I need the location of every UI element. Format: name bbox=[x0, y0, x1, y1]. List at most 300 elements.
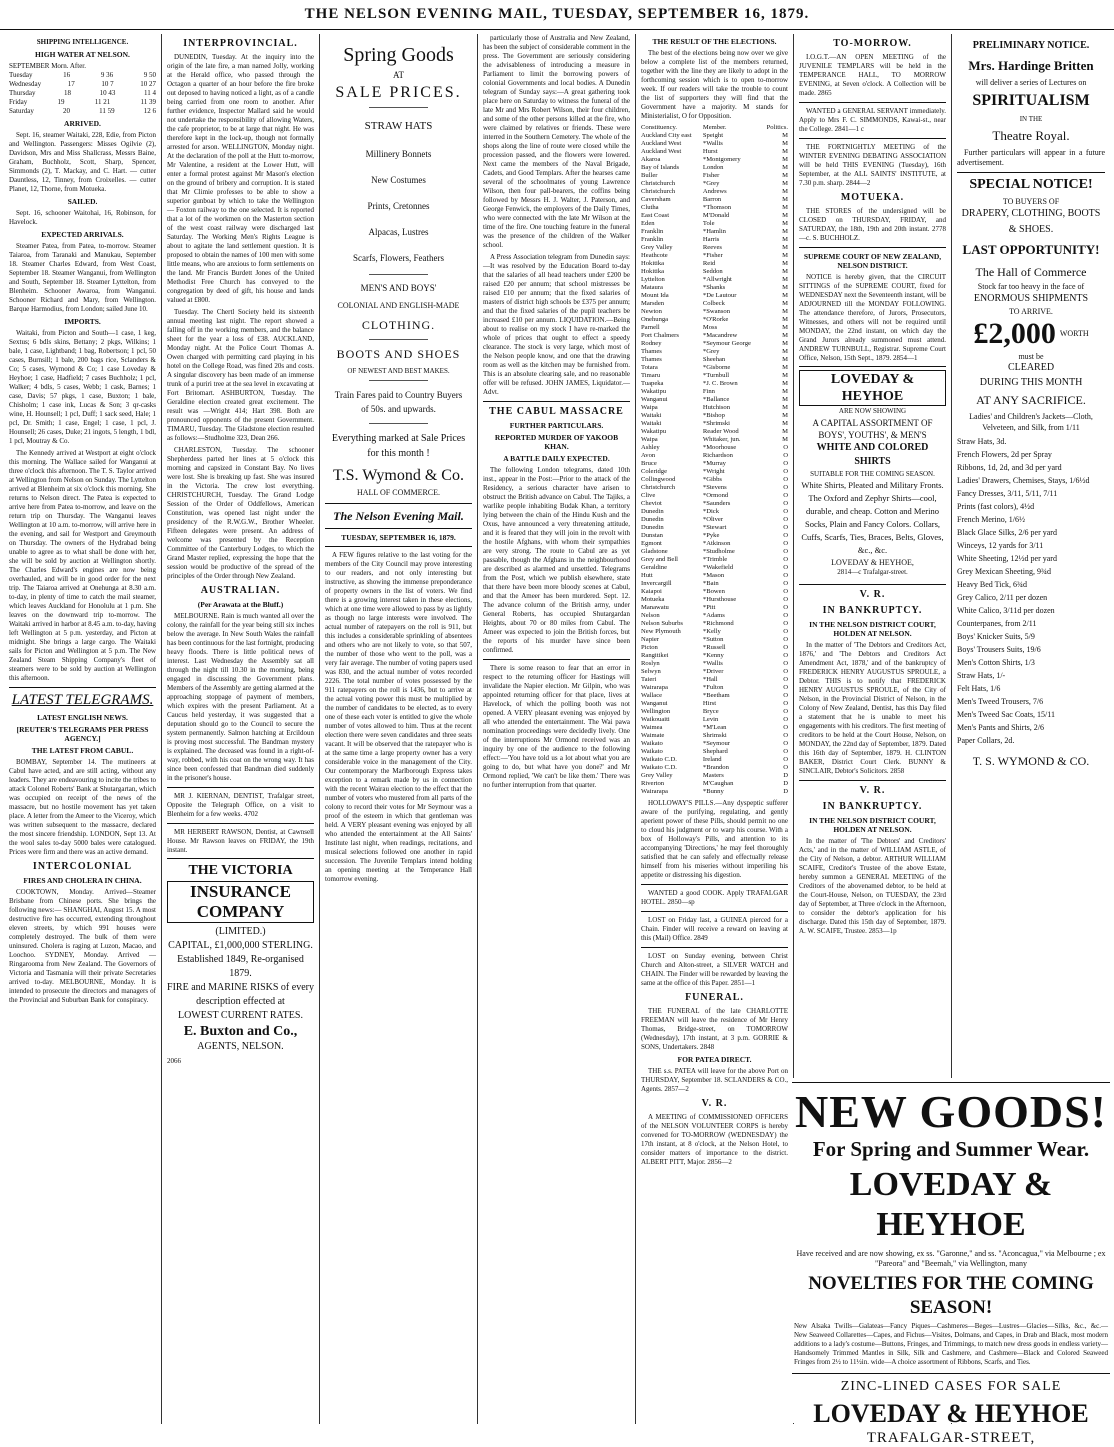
politics-cell: M bbox=[782, 404, 788, 411]
sailed-heading: SAILED. bbox=[67, 197, 98, 206]
politics-cell: M bbox=[782, 244, 788, 251]
price-item: Grey Calico, 2/11 per dozen bbox=[957, 593, 1048, 602]
constituency-cell: Buller bbox=[641, 172, 658, 179]
column-interprovincial bbox=[162, 34, 320, 1424]
during-month: DURING THIS MONTH bbox=[979, 377, 1083, 388]
constituency-cell: Auckland City east bbox=[641, 132, 692, 139]
masthead-title: THE NELSON EVENING MAIL, TUESDAY, SEPTEMBER 16, 1879. bbox=[304, 6, 810, 22]
member-cell: Masters bbox=[702, 772, 724, 779]
member-cell: *Atkinson bbox=[702, 540, 731, 547]
election-row bbox=[641, 436, 788, 444]
election-row bbox=[641, 340, 788, 348]
to-arrive: TO ARRIVE. bbox=[1009, 307, 1053, 316]
election-row bbox=[641, 388, 788, 396]
member-cell: London bbox=[702, 164, 724, 171]
constituency-cell: Waikato bbox=[641, 748, 663, 755]
politics-cell: O bbox=[783, 660, 788, 667]
divider bbox=[167, 787, 314, 788]
price-item: Ribbons, 1d, 2d, and 3d per yard bbox=[957, 463, 1062, 472]
election-row bbox=[641, 476, 788, 484]
politics-cell: O bbox=[783, 580, 788, 587]
novelties-line: NOVELTIES FOR THE COMING SEASON! bbox=[808, 1273, 1094, 1318]
politics-cell: D bbox=[783, 772, 788, 779]
politics-cell: M bbox=[782, 148, 788, 155]
australian-heading: AUSTRALIAN. bbox=[200, 585, 281, 596]
politics-cell: M bbox=[782, 212, 788, 219]
china-subheading: FIRES AND CHOLERA IN CHINA. bbox=[23, 876, 142, 885]
member-cell: *Studholme bbox=[702, 548, 735, 555]
bankruptcy-vr-1: V. R. bbox=[859, 589, 886, 600]
constituency-cell: Waimea bbox=[641, 724, 663, 731]
election-row bbox=[641, 692, 788, 700]
constituency-cell: Collingwood bbox=[641, 476, 676, 483]
cook-wanted-ad: WANTED a good COOK. Apply TRAFALGAR HOTEL. 2850—sp bbox=[641, 889, 788, 906]
politics-cell: O bbox=[783, 492, 788, 499]
victoria-ad-number: 2066 bbox=[167, 1057, 181, 1065]
spring-at: AT bbox=[393, 70, 404, 80]
new-goods-title: NEW GOODS! bbox=[794, 1086, 1108, 1137]
politics-cell: D bbox=[783, 788, 788, 795]
spring-item: Alpacas, Lustres bbox=[368, 227, 429, 237]
politics-cell: O bbox=[783, 700, 788, 707]
constituency-cell: Waikato bbox=[641, 740, 663, 747]
news-text-3: There is some reason to fear that an error in respect to the returning officer for Hastings will invalidate the Napier election. Mr Gilpin, who was appointed returning officer for that place, lives at Havelock, of which the polling booth was not opened. A VERY pleasant evening was enjoyed by all who attended the entertainment. The Wai pawa nomination proceedings were decidedly lively. One of the interruptions Mr Ormond received was an inquiry by one of the audience to the following effect:—'You have told us a lot about what you are going to do, but what have you done?' and Mr Ormond replied, 'We can't be like them.' There was no further interruption from that quarter. bbox=[483, 664, 630, 789]
special-notice: SPECIAL NOTICE! bbox=[969, 177, 1093, 192]
spring-item: Prints, Cretonnes bbox=[367, 201, 430, 211]
theatre-royal: Theatre Royal. bbox=[992, 128, 1070, 143]
masthead bbox=[0, 0, 1114, 30]
divider bbox=[799, 102, 946, 103]
member-cell: *Murray bbox=[702, 460, 726, 467]
ladies-jackets: Ladies' and Children's Jackets—Cloth, Velveteen, and Silk, from 1/11 bbox=[969, 412, 1093, 432]
reuters-line: [REUTER'S TELEGRAMS PER PRESS AGENCY.] bbox=[16, 725, 149, 743]
election-row bbox=[641, 212, 788, 220]
member-cell: *Seymour George bbox=[702, 340, 751, 347]
politics-cell: M bbox=[782, 300, 788, 307]
politics-cell: O bbox=[783, 588, 788, 595]
constituency-cell: Waitaki bbox=[641, 412, 662, 419]
constituency-cell: Marsden bbox=[641, 300, 665, 307]
spring-item: Scarfs, Flowers, Feathers bbox=[353, 253, 444, 263]
constituency-cell: Riverton bbox=[641, 780, 665, 787]
constituency-cell: Gladstone bbox=[641, 548, 668, 555]
election-row bbox=[641, 188, 788, 196]
constituency-cell: Eden bbox=[641, 220, 655, 227]
stock-too-heavy: Stock far too heavy in the face of bbox=[977, 282, 1085, 291]
constituency-cell: Manawatu bbox=[641, 604, 669, 611]
bankruptcy-heading-2: IN BANKRUPTCY. bbox=[822, 801, 923, 812]
constituency-cell: East Coast bbox=[641, 212, 670, 219]
lh-list: White Shirts, Pleated and Military Fronts. The Oxford and Zephyr Shirts—cool, durable, and cheap. Cotton and Merino Socks, Plain and Fancy Colors. Collars, Cuffs, Scarfs, Ties, Braces, Belts, Gloves, &c., &c. bbox=[801, 480, 944, 555]
election-row bbox=[641, 764, 788, 772]
member-cell: *Saunders bbox=[702, 500, 731, 507]
election-row bbox=[641, 460, 788, 468]
constituency-cell: Waipa bbox=[641, 404, 658, 411]
politics-cell: O bbox=[783, 564, 788, 571]
politics-cell: M bbox=[782, 412, 788, 419]
constituency-cell: Auckland West bbox=[641, 140, 682, 147]
member-cell: *J. C. Brown bbox=[702, 380, 738, 387]
politics-cell: O bbox=[783, 676, 788, 683]
member-cell: *Russell bbox=[702, 644, 726, 651]
tide-heading: HIGH WATER AT NELSON. bbox=[35, 50, 130, 59]
member-cell: *Ormond bbox=[702, 492, 729, 499]
column-elections bbox=[636, 34, 794, 1424]
election-row bbox=[641, 244, 788, 252]
member-cell: *Seymour bbox=[702, 740, 730, 747]
tide-row: Wednesday 17 10 7 10 27 bbox=[9, 80, 156, 88]
election-row bbox=[641, 300, 788, 308]
constituency-cell: Geraldine bbox=[641, 564, 667, 571]
politics-cell: O bbox=[783, 668, 788, 675]
election-row bbox=[641, 556, 788, 564]
constituency-cell: Avon bbox=[641, 452, 656, 459]
election-row bbox=[641, 228, 788, 236]
member-cell: *Thomson bbox=[702, 204, 732, 211]
constituency-cell: Christchurch bbox=[641, 484, 676, 491]
divider bbox=[9, 687, 156, 688]
election-row bbox=[641, 780, 788, 788]
election-row bbox=[641, 220, 788, 228]
election-row bbox=[641, 564, 788, 572]
price-item: French Flowers, 2d per Spray bbox=[957, 450, 1052, 459]
enormous-shipments: ENORMOUS SHIPMENTS bbox=[973, 293, 1089, 304]
election-row bbox=[641, 404, 788, 412]
constituency-cell: Coleridge bbox=[641, 468, 668, 475]
election-row bbox=[641, 140, 788, 148]
constituency-cell: Thames bbox=[641, 348, 662, 355]
lh-sign: LOVEDAY & HEYHOE, bbox=[831, 558, 914, 567]
divider bbox=[325, 528, 472, 529]
constituency-cell: Heathcote bbox=[641, 252, 668, 259]
constituency-cell: Franklin bbox=[641, 228, 664, 235]
wymond-sign: T. S. WYMOND & CO. bbox=[972, 754, 1090, 768]
constituency-cell: Clive bbox=[641, 492, 656, 499]
constituency-cell: Wellington bbox=[641, 708, 671, 715]
interprovincial-text-2: Tuesday. The Chertl Society held its sixteenth annual meeting last night. The report showed a falling off in the working members, and the balance sheet for the year a loss of £38. AUCKLAND, Monday night. At the Police Court Thomas A. Owen charged with permitting card playing in his hotel on the College Road, was fined 20s and costs. A singular discovery has been made of an immense trunk of a puriri tree at the sea level in excavating at Fort Britomart. ASHBURTON, Tuesday. The Geraldine election created great excitement. The result was —Wright 414; Hart 398. Both are pronounced opponents of the present Government. TIMARU, Tuesday. The Gladstone election resulted as follows:—Studholme 323, Dean 266. bbox=[167, 308, 314, 442]
constituency-cell: Dunstan bbox=[641, 532, 663, 539]
election-row bbox=[641, 396, 788, 404]
election-row bbox=[641, 524, 788, 532]
member-cell: *Kenny bbox=[702, 652, 724, 659]
member-cell: *Bowen bbox=[702, 588, 725, 595]
member-cell: Ireland bbox=[702, 756, 722, 763]
cabul-sub-1: FURTHER PARTICULARS. bbox=[509, 421, 604, 430]
constituency-cell: Grey Valley bbox=[641, 772, 673, 779]
politics-cell: M bbox=[782, 276, 788, 283]
politics-cell: O bbox=[783, 540, 788, 547]
price-item: Men's Tweed Sac Coats, 15/11 bbox=[957, 710, 1055, 719]
bankruptcy-court-2: IN THE NELSON DISTRICT COURT, HOLDEN AT NELSON. bbox=[809, 816, 936, 834]
constituency-cell: Hutt bbox=[641, 572, 653, 579]
dentist-ad-2: MR HERBERT RAWSON, Dentist, at Cawnsell House. Mr Rawson leaves on FRIDAY, the 19th instant. bbox=[167, 828, 314, 854]
election-row bbox=[641, 788, 788, 796]
price-item: White Sheeting, 12½d per yard bbox=[957, 554, 1057, 563]
member-cell: *Stevens bbox=[702, 484, 727, 491]
divider bbox=[369, 380, 428, 381]
politics-cell: M bbox=[782, 156, 788, 163]
member-cell: Andrews bbox=[702, 188, 727, 195]
bankruptcy-vr-2: V. R. bbox=[859, 785, 886, 796]
election-row bbox=[641, 132, 788, 140]
politics-cell: O bbox=[783, 548, 788, 555]
constituency-cell: Onehunga bbox=[641, 316, 669, 323]
member-cell: *Pyke bbox=[702, 532, 720, 539]
price-item: Grey Mexican Sheeting, 9¾d bbox=[957, 567, 1051, 576]
elections-table-head: Constituency. Member. Politics. bbox=[641, 124, 788, 131]
politics-cell: M bbox=[782, 308, 788, 315]
lh-capital: A CAPITAL ASSORTMENT OF BOYS', YOUTHS', & MEN'S bbox=[812, 418, 933, 440]
motueka-text: THE STORES of the undersigned will be CLOSED on THURSDAY, FRIDAY, and SATURDAY, the 18th, 19th and 20th instant. 2778—c. S. BUCHHOLZ. bbox=[799, 207, 946, 242]
election-row bbox=[641, 732, 788, 740]
column-news bbox=[478, 34, 636, 1424]
sale-prices: SALE PRICES. bbox=[335, 84, 462, 101]
election-row bbox=[641, 196, 788, 204]
member-cell: Finn bbox=[702, 388, 715, 395]
cabul-heading: THE LATEST FROM CABUL. bbox=[31, 746, 134, 755]
constituency-cell: Wanganui bbox=[641, 700, 668, 707]
politics-cell: M bbox=[782, 132, 788, 139]
election-row bbox=[641, 508, 788, 516]
member-cell: Richardson bbox=[702, 452, 733, 459]
constituency-cell: Grey Valley bbox=[641, 244, 673, 251]
politics-cell: O bbox=[783, 508, 788, 515]
politics-cell: M bbox=[782, 236, 788, 243]
election-row bbox=[641, 324, 788, 332]
price-item: Straw Hats, 1/- bbox=[957, 671, 1006, 680]
received-line: Have received and are now showing, ex ss. "Garonne," and ss. "Aconcagua," via Melbourne ; ex "Pareora" and "Beemah," via Wellington, many bbox=[796, 1249, 1106, 1268]
cabul-text: BOMBAY, September 14. The mutineers at Cabul have acted, and are still acting, without any leaders. They are endeavouring to incite the tribes to attack Colonel Roberts' Bank at Shutargartan, which was occupied on receipt of the news of the massacre, but no hostile movement has yet taken place. A letter from the Ameer to the Viceroy, which was written subsequent to the massacre, declared the most sincere friendship. LONDON, Sept 13. At the wool sales to-day 5000 bales were catalogued. Prices were firm and there was an active demand. bbox=[9, 758, 157, 856]
member-cell: Sheehan bbox=[702, 356, 726, 363]
politics-cell: O bbox=[783, 556, 788, 563]
price-item: Men's Pants and Shirts, 2/6 bbox=[957, 723, 1044, 732]
lost-watch-ad: LOST on Sunday evening, between Christ Church and Alton-street, a SILVER WATCH and CHAIN. The Finder will be rewarded by leaving the same at the office of this Paper. 2851—1 bbox=[641, 952, 788, 987]
politics-cell: M bbox=[782, 228, 788, 235]
member-cell: *Oliver bbox=[702, 516, 724, 523]
price-item: Paper Collars, 2d. bbox=[957, 736, 1015, 745]
victoria-capital: CAPITAL, £1,000,000 STERLING. bbox=[168, 940, 313, 951]
sailed-text: Sept. 16, schooner Waitohai, 16, Robinson, for Havelock. bbox=[9, 209, 156, 226]
must-be: must be bbox=[1018, 352, 1044, 361]
tomorrow-heading: TO-MORROW. bbox=[833, 38, 912, 49]
divider bbox=[799, 138, 946, 139]
intercolonial-heading: INTERCOLONIAL bbox=[32, 861, 133, 872]
politics-cell: M bbox=[782, 420, 788, 427]
member-cell: *Trimble bbox=[702, 556, 728, 563]
novelties-detail: New Alsaka Twills—Galateas—Fancy Piques—Cashmeres—Beges—Lustres—Glacies—Silks, &c., &c.—New Seaweed Collarettes—Capes, and Fichus—Visites, Dolmans, and Capes, in Drab and Black, most modern additions to a lady's costume—Buttons, Fringes, and Trimmings, to match new dress goods in endless variety—Handsomely Trimmed Mantles in Silk, Silk and Cashmere, and Cashmere—Black and Colored Seaweed Fringes from 2½ to 11½in. wide—A choice assortment of Ribbons, Scarfs, and Ties. bbox=[794, 1322, 1108, 1366]
shipping-heading: SHIPPING INTELLIGENCE. bbox=[36, 38, 129, 46]
politics-cell: M bbox=[782, 204, 788, 211]
politics-cell: M bbox=[782, 252, 788, 259]
election-row bbox=[641, 292, 788, 300]
election-row bbox=[641, 364, 788, 372]
australian-sub: (Per Arawata at the Bluff.) bbox=[197, 600, 284, 609]
member-cell: *O'Rorke bbox=[702, 316, 729, 323]
divider bbox=[369, 339, 428, 340]
election-row bbox=[641, 316, 788, 324]
constituency-cell: Clutha bbox=[641, 204, 659, 211]
election-row bbox=[641, 628, 788, 636]
boots-shoes: BOOTS AND SHOES bbox=[336, 347, 461, 361]
price-item: Fancy Dresses, 3/11, 5/11, 7/11 bbox=[957, 489, 1058, 498]
member-cell: Moss bbox=[702, 324, 718, 331]
politics-cell: O bbox=[783, 500, 788, 507]
mens-boys: MEN'S AND BOYS' bbox=[360, 283, 437, 293]
politics-cell: O bbox=[783, 748, 788, 755]
member-cell: Fisher bbox=[702, 172, 720, 179]
politics-cell: M bbox=[782, 164, 788, 171]
election-row bbox=[641, 724, 788, 732]
two-thousand-block bbox=[957, 316, 1105, 352]
politics-cell: O bbox=[783, 532, 788, 539]
constituency-cell: Nelson bbox=[641, 612, 660, 619]
constituency-cell: Cheviot bbox=[641, 500, 662, 507]
divider bbox=[792, 1082, 1110, 1083]
price-item: Counterpanes, from 2/11 bbox=[957, 619, 1037, 628]
politics-cell: O bbox=[783, 724, 788, 731]
constituency-cell: Bruce bbox=[641, 460, 657, 467]
politics-cell: O bbox=[783, 756, 788, 763]
victoria-limited: (LIMITED.) bbox=[215, 926, 266, 937]
two-thousand: £2,000 bbox=[973, 317, 1056, 350]
bankruptcy-text-2: In the matter of 'The Debtors' and Creditors' Acts,' and in the matter of WILLIAM ASTLE, of the City of Nelson, a debtor. ARTHUR WILLIAM SCAIFE, Creditor's Trustee of the above Estate, hereby summon a GENERAL MEETING of the Creditors of the abovenamed debtor, to be held at the Court-House, Nelson, on TUESDAY, the 23rd day of September, at Three o'clock in the Afternoon, to consider the debtor's application for his discharge. Dated this 15th day of September, 1879. A. W. SCAIFE, Trustee. 2853—1p bbox=[799, 837, 946, 935]
constituency-cell: Picton bbox=[641, 644, 658, 651]
victoria-rates: LOWEST CURRENT RATES. bbox=[178, 1010, 303, 1021]
constituency-cell: Hokitika bbox=[641, 268, 665, 275]
member-cell: *Fulton bbox=[702, 684, 724, 691]
elections-table bbox=[641, 124, 788, 796]
election-row bbox=[641, 284, 788, 292]
price-item: Ladies' Drawers, Chemises, Stays, 1/6½d bbox=[957, 476, 1090, 485]
tide-row: Thursday 18 10 43 11 4 bbox=[9, 89, 156, 97]
spring-summer: For Spring and Summer Wear. bbox=[812, 1137, 1090, 1161]
price-item: Heavy Bed Tick, 6¾d bbox=[957, 580, 1027, 589]
politics-cell: O bbox=[783, 524, 788, 531]
divider bbox=[325, 503, 472, 504]
member-cell: *Wright bbox=[702, 468, 725, 475]
divider bbox=[167, 823, 314, 824]
election-row bbox=[641, 684, 788, 692]
clothing: CLOTHING. bbox=[361, 318, 436, 332]
constituency-cell: Thames bbox=[641, 356, 662, 363]
election-row bbox=[641, 372, 788, 380]
divider bbox=[641, 911, 788, 912]
election-row bbox=[641, 180, 788, 188]
politics-cell: O bbox=[783, 716, 788, 723]
member-cell: *Grey bbox=[702, 348, 720, 355]
constituency-cell: Waikato C.D. bbox=[641, 764, 677, 771]
member-cell: Reeves bbox=[702, 244, 722, 251]
election-row bbox=[641, 276, 788, 284]
election-row bbox=[641, 484, 788, 492]
member-cell: Hirst bbox=[702, 700, 717, 707]
cabul-massacre-heading: THE CABUL MASSACRE bbox=[489, 406, 624, 417]
member-cell: *Gibbs bbox=[702, 476, 722, 483]
election-row bbox=[641, 580, 788, 588]
constituency-cell: Taieri bbox=[641, 676, 657, 683]
election-row bbox=[641, 428, 788, 436]
debating-association-ad: THE FORTNIGHTLY MEETING of the WINTER EVENING DEBATING ASSOCIATION will be held THIS EVENING (Tuesday), 16th September, at the ALL SAINTS' INSTITUTE, at 7.30 p.m. sharp. 2844—2 bbox=[799, 143, 946, 187]
member-cell: *Ballance bbox=[702, 396, 730, 403]
wymond-name: T.S. Wymond & Co. bbox=[333, 467, 464, 484]
victoria-established: Established 1849, Re-organised 1879. bbox=[177, 954, 304, 979]
constituency-cell: Christchurch bbox=[641, 180, 676, 187]
constituency-cell: Christchurch bbox=[641, 188, 676, 195]
election-row bbox=[641, 596, 788, 604]
lh-title: LOVEDAY & HEYHOE bbox=[799, 370, 946, 406]
price-item: Black Glace Silks, 2/6 per yard bbox=[957, 528, 1057, 537]
member-cell: *Hursthouse bbox=[702, 596, 737, 603]
politics-cell: M bbox=[782, 436, 788, 443]
constituency-cell: Lyttelton bbox=[641, 276, 665, 283]
divider bbox=[369, 107, 428, 108]
in-the: IN THE bbox=[1019, 115, 1043, 123]
price-item: Boys' Trousers Suits, 19/6 bbox=[957, 645, 1041, 654]
constituency-cell: Mataura bbox=[641, 284, 663, 291]
divider bbox=[641, 947, 788, 948]
politics-cell: O bbox=[783, 740, 788, 747]
member-cell: *Adams bbox=[702, 612, 725, 619]
election-row bbox=[641, 148, 788, 156]
spring-goods-ad bbox=[325, 42, 472, 499]
politics-cell: O bbox=[783, 572, 788, 579]
bankruptcy-heading-1: IN BANKRUPTCY. bbox=[822, 605, 923, 616]
election-row bbox=[641, 700, 788, 708]
member-cell: *Gisborne bbox=[702, 364, 731, 371]
member-cell: Levin bbox=[702, 716, 719, 723]
member-cell: *Shanks bbox=[702, 284, 726, 291]
bankruptcy-text-1: In the matter of 'The Debtors and Creditors Act, 1876,' and 'The Debtors and Creditors Act Amendment Act, 1878,' and of the bankruptcy of FREDERICK HENRY AUGUSTUS SPROULE, a Debtor. THIS is to notify that FREDERICK HENRY AUGUSTUS SPROULE, of the City of Nelson, in the Provincial District of Nelson, in the Colony of New Zealand, Dentist, has this Day filed a statement that he is unable to meet his engagements with his creditors. The first meeting of creditors to be held at the Court House, Nelson, on MONDAY, the 22nd day of September, 1879. Dated this 16th day of September, 1879. H. CLINTON BAKER, District Court Clerk. BUNNY & SINCLAIR, Debtor's Solicitors. 2858 bbox=[799, 641, 946, 775]
divider bbox=[483, 659, 630, 660]
drapery-line: DRAPERY, CLOTHING, BOOTS & SHOES. bbox=[961, 208, 1101, 235]
price-item: Prints (fast colors), 4½d bbox=[957, 502, 1035, 511]
constituency-cell: Wakatipu bbox=[641, 388, 667, 395]
election-row bbox=[641, 172, 788, 180]
paper-date-line: TUESDAY, SEPTEMBER 16, 1879. bbox=[341, 533, 456, 542]
member-cell: *Mason bbox=[702, 572, 725, 579]
politics-cell: M bbox=[782, 340, 788, 347]
politics-cell: M bbox=[782, 356, 788, 363]
election-row bbox=[641, 308, 788, 316]
election-row bbox=[641, 572, 788, 580]
member-cell: *Beetham bbox=[702, 692, 730, 699]
constituency-cell: Grey and Bell bbox=[641, 556, 678, 563]
victoria-agent: E. Buxton and Co., bbox=[183, 1024, 298, 1039]
lectures-line: will deliver a series of Lectures on bbox=[975, 78, 1087, 87]
new-goods-banner bbox=[792, 1078, 1110, 1446]
member-cell: *Turnbull bbox=[702, 372, 730, 379]
constituency-cell: Wallace bbox=[641, 692, 663, 699]
election-row bbox=[641, 452, 788, 460]
election-row bbox=[641, 268, 788, 276]
colonial-english: COLONIAL AND ENGLISH-MADE bbox=[337, 301, 460, 310]
election-row bbox=[641, 748, 788, 756]
loveday-heyhoe-banner: LOVEDAY & HEYHOE bbox=[849, 1166, 1053, 1243]
constituency-cell: Waimate bbox=[641, 732, 665, 739]
divider bbox=[799, 584, 946, 585]
cleared: CLEARED bbox=[1007, 362, 1055, 373]
shipping-notes: The Kennedy arrived at Westport at eight o'clock this morning. The Wallace sailed for Wanganui at three o'clock this afternoon. The T. S. Taylor arrived at Wellington from Nelson on Sunday. The Lyttelton arrived at Blenheim at six o'clock this morning. She returns to Nelson direct. The Patea is expected to arrive here from Patea to-morrow, and leave on the return trip on Thursday. The Wanganui leaves Wellington at 10 a.m. to-morrow, will arrive here in the evening, and sail for Westport and Greymouth on Thursday. The owners of the Hydrabad being unable to agree as to what shall be done with her, she will be sold by auction at Wellington shortly. The Charles Edward's engines are now being overhauled, and will be in good order for the next trip. The Taiaroa arrived at Onehunga at 8.30 a.m. to-day, in plenty of time to catch the mail steamer, which leaves Auckland for Honolulu at 1 p.m. She leaves on the downward trip to-morrow. The Waitaki arrived in harbor at 8.45 a.m. to-day, having left Wellington at 5 p.m. yesterday, and Picton at midnight. She brings a large cargo. The Waitaki sails for Picton and Wellington at 5 p.m. The New Zealand Steam Shipping Company's fleet of steamers were to be sold by auction at Wellington this afternoon. bbox=[9, 449, 156, 682]
constituency-cell: Egmont bbox=[641, 540, 662, 547]
election-row bbox=[641, 420, 788, 428]
politics-cell: M bbox=[782, 364, 788, 371]
arrived-heading: ARRIVED. bbox=[64, 119, 101, 128]
patea-heading: FOR PATEA DIRECT. bbox=[677, 1055, 752, 1064]
member-cell: M'Caughan bbox=[702, 780, 734, 787]
dentist-ad-1: MR J. KIERNAN, DENTIST, Trafalgar street, Opposite the Telegraph Office, on a visit to Blenheim for a few weeks. 4702 bbox=[167, 792, 314, 818]
victoria-name: INSURANCE COMPANY bbox=[167, 881, 314, 923]
price-item: Felt Hats, 1/6 bbox=[957, 684, 1001, 693]
